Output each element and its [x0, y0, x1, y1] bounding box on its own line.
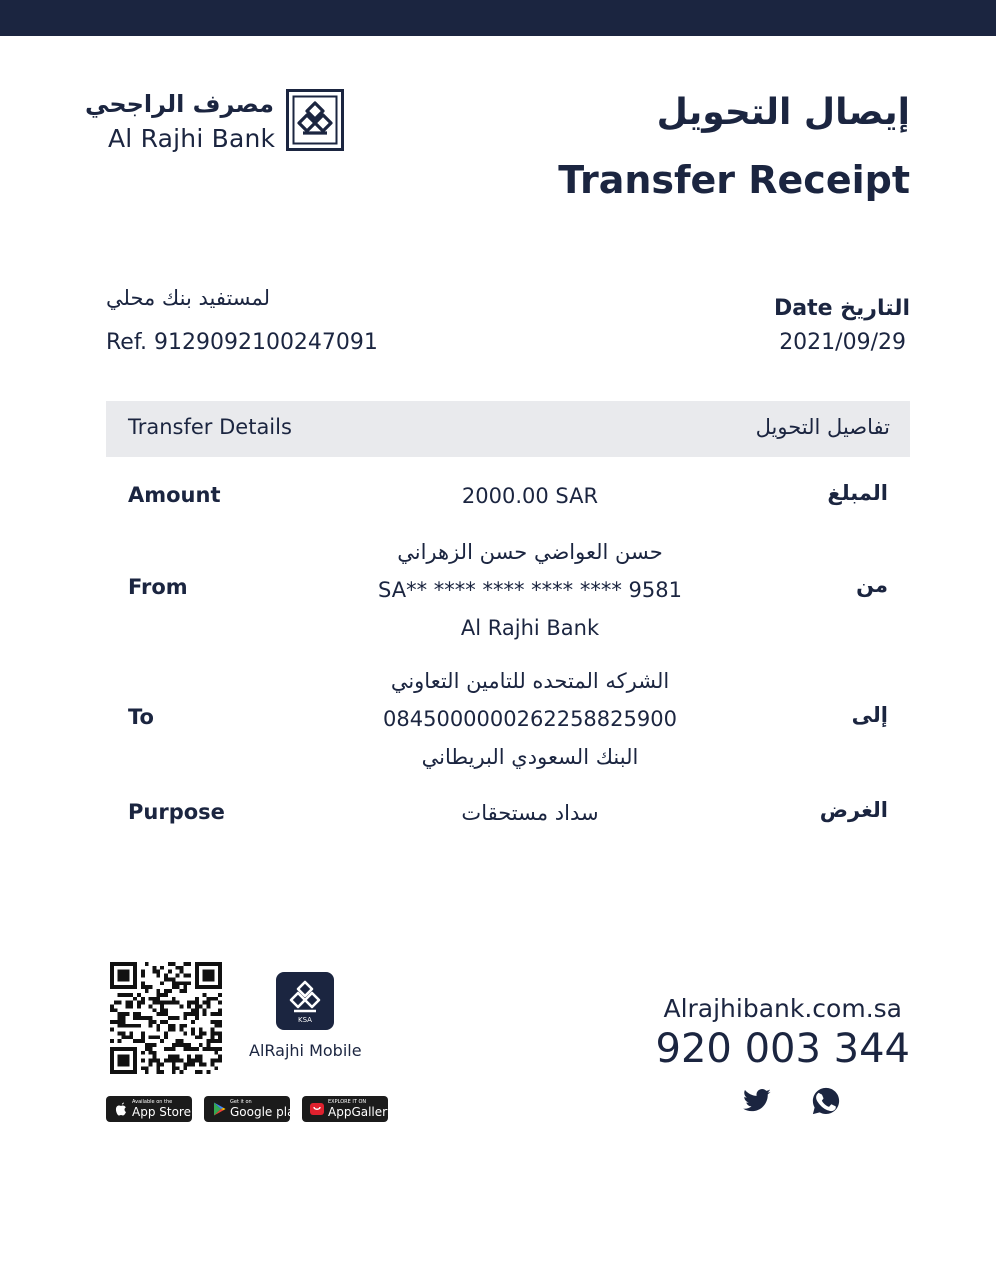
google-play-badge-big: Google play [230, 1105, 302, 1119]
to-row [106, 662, 910, 776]
app-emblem-icon [289, 980, 321, 1014]
from-name: حسن العواضي حسن الزهراني [397, 540, 663, 564]
whatsapp-icon[interactable] [810, 1086, 842, 1116]
from-bank: Al Rajhi Bank [460, 616, 600, 640]
qr-code[interactable] [108, 962, 224, 1074]
date-label: التاريخ Date [773, 296, 910, 321]
to-account: 0845000000262258825900 [383, 707, 677, 731]
from-label-en: From [128, 575, 188, 599]
transfer-type: لمستفيد بنك محلي [106, 286, 271, 310]
app-gallery-badge[interactable] [302, 1096, 395, 1122]
purpose-values [330, 794, 730, 832]
purpose-row [106, 794, 910, 834]
app-icon-tag: KSA [298, 1016, 312, 1024]
app-icon[interactable] [276, 972, 334, 1030]
google-play-badge-small: Get it on [230, 1099, 252, 1105]
purpose-label-en: Purpose [128, 800, 225, 824]
phone-number[interactable]: 920 003 344 [655, 1026, 910, 1072]
logo-name-ar: مصرف الراجحي [85, 90, 274, 118]
from-account: SA** **** **** **** **** 9581 [378, 578, 682, 602]
from-label-ar: من [856, 573, 888, 597]
twitter-icon[interactable] [741, 1086, 773, 1116]
top-bar [0, 0, 996, 36]
amount-label-en: Amount [128, 483, 221, 507]
details-header-ar: تفاصيل التحويل [755, 415, 890, 439]
app-gallery-badge-big: AppGallery [328, 1105, 395, 1119]
to-values [330, 662, 730, 776]
to-name: الشركه المتحده للتامين التعاوني [390, 669, 670, 693]
from-row [106, 533, 910, 647]
reference-number: Ref. 9129092100247091 [106, 330, 378, 355]
amount-row [106, 477, 910, 517]
google-play-icon [211, 1101, 227, 1117]
to-bank: البنك السعودي البريطاني [421, 745, 639, 769]
app-store-badge-big: App Store [132, 1105, 191, 1119]
transfer-details-header [106, 401, 910, 457]
qr-code-pattern [110, 962, 222, 1074]
title-en: Transfer Receipt [558, 158, 910, 202]
date-value: 2021/09/29 [779, 330, 906, 355]
app-name: AlRajhi Mobile [249, 1041, 362, 1060]
to-label-en: To [128, 705, 154, 729]
to-label-ar: إلى [851, 703, 888, 727]
logo-name-en: Al Rajhi Bank [108, 124, 276, 153]
app-gallery-badge-small: EXPLORE IT ON [328, 1099, 367, 1105]
title-ar: إيصال التحويل [656, 92, 910, 133]
app-store-badge-small: Available on the [132, 1099, 173, 1105]
from-values [330, 533, 730, 647]
huawei-icon [309, 1101, 325, 1117]
app-store-badge[interactable] [106, 1096, 192, 1122]
details-header-en: Transfer Details [128, 415, 292, 439]
bank-emblem-icon [286, 89, 344, 151]
google-play-badge[interactable] [204, 1096, 302, 1122]
amount-values [330, 477, 730, 515]
apple-icon [113, 1101, 129, 1117]
amount-label-ar: المبلغ [827, 481, 888, 505]
website-link[interactable]: Alrajhibank.com.sa [663, 994, 902, 1023]
bank-logo [85, 86, 348, 156]
purpose-value: سداد مستحقات [461, 801, 599, 825]
purpose-label-ar: الغرض [819, 798, 888, 822]
amount-value: 2000.00 SAR [461, 484, 599, 508]
